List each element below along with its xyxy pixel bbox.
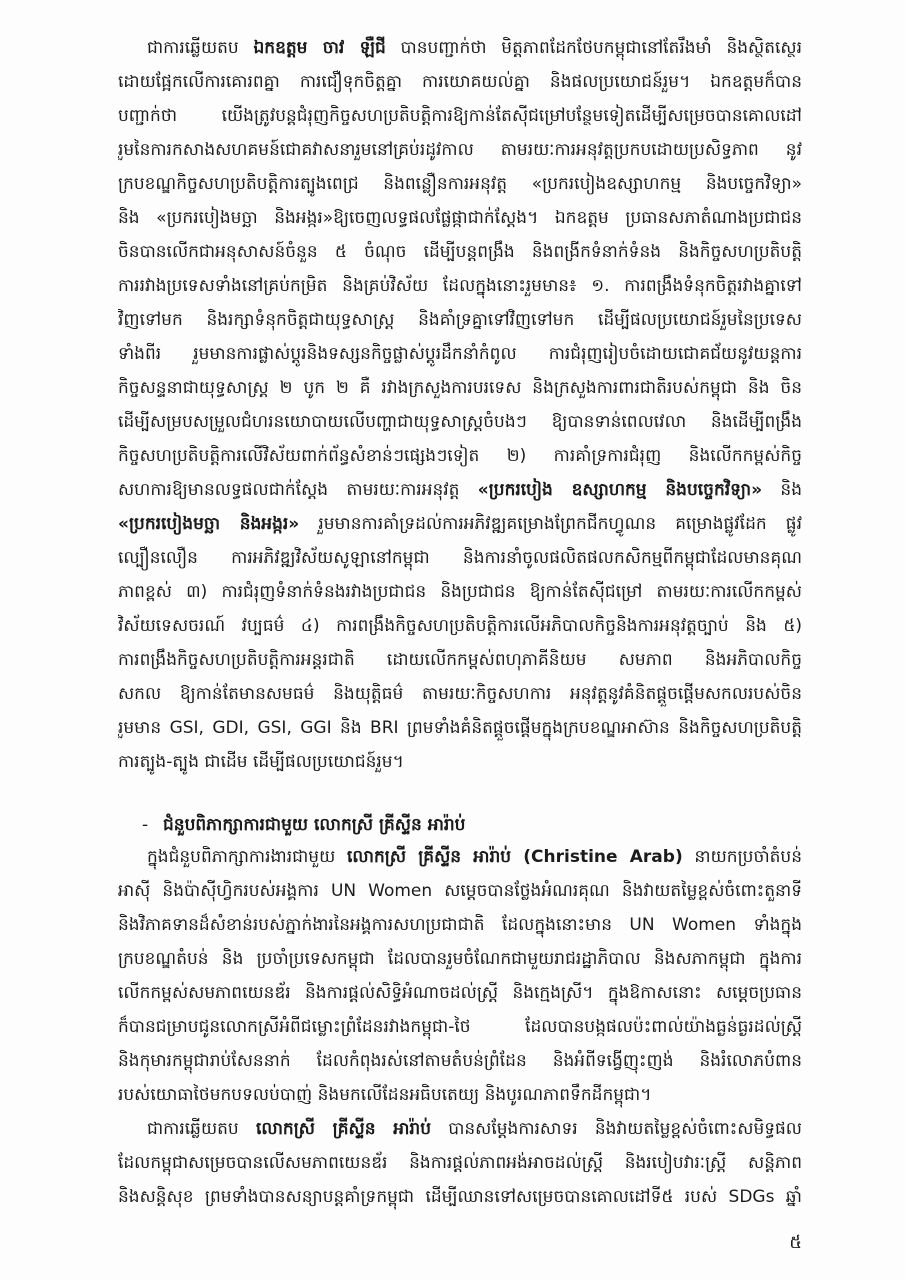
text-segment: កិច្ចសហប្រតិបត្តិការលើវិស័យពាក់ព័ន្ធសំខាន់ៗផ្សេងៗទៀត ២) ការគាំទ្រការជំរុញ និងលើកកម្ពស់កិច្ច [118, 446, 802, 466]
text-line [118, 133, 802, 167]
text-segment: ការពង្រឹងកិច្ចសហប្រតិបត្តិការអន្តរជាតិ ដោយលើកកម្ពស់ពហុភាគីនិយម សមភាព និងអភិបាលកិច្ច [118, 650, 802, 670]
text-segment: រួមមានការគាំទ្រដល់ការអភិវឌ្ឍគម្រោងព្រែកជីកហ្វូណន គម្រោងផ្លូវដែក ផ្លូវ [299, 514, 802, 534]
text-line [118, 1078, 802, 1112]
text-segment: ក៏បានជម្រាបជូនលោកស្រីអំពីជម្លោះព្រំដែនរវាងកម្ពុជា-ថៃ ដែលបានបង្កផលប៉ះពាល់យ៉ាងធ្ងន់ធ្ងរដល់ស្ត្រី [118, 1017, 802, 1037]
text-line [118, 473, 802, 507]
page-number: ៥ [789, 1232, 802, 1253]
text-line [118, 1010, 802, 1044]
bullet-dash: - [142, 815, 149, 835]
text-line [118, 711, 802, 745]
text-line [118, 609, 802, 643]
text-segment: បញ្ជាក់ថា យើងត្រូវបន្តជំរុញកិច្ចសហប្រតិបត្តិការឱ្យកាន់តែស៊ីជម្រៅបន្ថែមទៀតដើម្បីសម្រេចបានគោលដៅ [118, 106, 802, 126]
text-line [118, 840, 802, 874]
text-segment: វិញទៅមក និងរក្សាទំនុកចិត្តជាយុទ្ធសាស្ត្រ និងគាំទ្រគ្នាទៅវិញទៅមក ដើម្បីផលប្រយោជន៍រួមនៃប្រទេស [118, 310, 802, 330]
text-segment: និងសន្តិសុខ ព្រមទាំងបានសន្យាបន្តគាំទ្រកម្ពុជា ដើម្បីឈានទៅសម្រេចបានគោលដៅទី៥ របស់ SDGs ឆ្នាំ [118, 1187, 802, 1207]
text-segment: ជាការឆ្លើយតប [147, 38, 254, 58]
paragraph-arab-response [118, 1112, 802, 1214]
speaker-name: លោកស្រី គ្រីស្ទីន អារ៉ាប់ (Christine Arab) [346, 847, 683, 867]
text-line [118, 575, 802, 609]
text-line [118, 677, 802, 711]
paragraph-zhao-leji-response [118, 31, 802, 779]
text-line [118, 874, 802, 908]
speaker-name: ឯកឧត្តម ចាវ ឡឺជី [253, 38, 386, 58]
text-segment: លើកកម្ពស់សមភាពយេនឌ័រ និងការផ្ដល់សិទ្ធិអំណាចដល់ស្ត្រី និងក្មេងស្រី។ ក្នុងឱកាសនោះ សម្ដេចប្រធាន [118, 983, 802, 1003]
text-segment: ចិនបានលើកជាអនុសាសន៍ចំនួន ៥ ចំណុច ដើម្បីបន្តពង្រឹង និងពង្រីកទំនាក់ទំនង និងកិច្ចសហប្រតិបត្តិ [118, 242, 802, 262]
text-line [118, 405, 802, 439]
text-segment: ល្បឿនលឿន ការអភិវឌ្ឍវិស័យសូឡានៅកម្ពុជា និងការនាំចូលផលិតផលកសិកម្មពីកម្ពុជាដែលមានគុណ [118, 548, 802, 568]
text-segment: ការរវាងប្រទេសទាំងនៅគ្រប់កម្រិត និងគ្រប់វិស័យ ដែលក្នុងនោះរួមមាន៖ ១. ការពង្រឹងទំនុកចិត្តរវាងគ្នាទៅ [118, 276, 802, 296]
text-segment: ភាពខ្ពស់ ៣) ការជំរុញទំនាក់ទំនងរវាងប្រជាជន និងប្រជាជន ឱ្យកាន់តែស៊ីជម្រៅ តាមរយៈការលើកកម្ពស់ [118, 582, 802, 602]
text-segment: នាយកប្រចាំតំបន់ [682, 847, 802, 867]
speaker-name: លោកស្រី គ្រីស្ទីន អារ៉ាប់ [255, 1119, 431, 1139]
text-segment: ការត្បូង-ត្បូង ជាដើម ដើម្បីផលប្រយោជន៍រួម។ [118, 752, 404, 772]
text-line [118, 167, 802, 201]
text-line [118, 976, 802, 1010]
text-segment: ក្របខណ្ឌតំបន់ និង ប្រចាំប្រទេសកម្ពុជា ដែលបានរួមចំណែកជាមួយរាជរដ្ឋាភិបាល និងសភាកម្ពុជា ក្នុងការ [118, 949, 802, 969]
text-line [118, 541, 802, 575]
text-line [118, 303, 802, 337]
section-heading [142, 808, 802, 842]
text-segment: របស់យោធាថៃមកបទលប់បាញ់ និងមកលើដែនអធិបតេយ្យ និងបូរណភាពទឹកដីកម្ពុជា។ [118, 1085, 652, 1105]
text-segment: និង «ប្រករបៀងមច្ឆា និងអង្ករ»ឱ្យចេញលទ្ធផលផ្លែផ្កាជាក់ស្តែង។ ឯកឧត្តម ប្រធានសភាតំណាងប្រជាជន [118, 208, 802, 228]
text-line [118, 1044, 802, 1078]
text-segment: បានសម្ដែងការសាទរ និងវាយតម្លៃខ្ពស់ចំពោះសមិទ្ធផល [431, 1119, 802, 1139]
text-segment: បានបញ្ជាក់ថា មិត្តភាពដែកថែបកម្ពុជានៅតែរឹងមាំ និងស្ថិតស្ថេរ [385, 38, 802, 58]
text-line [118, 643, 802, 677]
corridor-name: «ប្រករបៀង ឧស្សាហកម្ម និងបច្ចេកវិទ្យា» [477, 480, 763, 500]
text-segment: និងវិភាគទានដ៏សំខាន់របស់ភ្នាក់ងារនៃអង្គការសហប្រជាជាតិ ដែលក្នុងនោះមាន UN Women ទាំងក្នុង [118, 915, 802, 935]
corridor-name: «ប្រករបៀងមច្ឆា និងអង្ករ» [118, 514, 300, 534]
text-segment: ជាការឆ្លើយតប [147, 1119, 256, 1139]
text-line [118, 201, 802, 235]
text-line [118, 1112, 802, 1146]
text-segment: រួមមាន GSI, GDI, GSI, GGI និង BRI ព្រមទាំងគំនិតផ្តួចផ្តើមក្នុងក្របខណ្ឌអាស៊ាន និងកិច្ចសហប្រតិបត្តិ [118, 718, 802, 738]
text-segment: សកល ឱ្យកាន់តែមានសមធម៌ និងយុត្តិធម៌ តាមរយៈកិច្ចសហការ អនុវត្តនូវគំនិតផ្តួចផ្តើមសកលរបស់ចិន [118, 684, 802, 704]
text-line [118, 439, 802, 473]
text-line [118, 745, 802, 779]
paragraph-un-women-meeting [118, 840, 802, 1112]
text-segment: និងកុមារកម្ពុជារាប់សែននាក់ ដែលកំពុងរស់នៅតាមតំបន់ព្រំដែន និងអំពីទង្វើញុះញង់ និងរំលោភបំពាន [118, 1051, 802, 1071]
text-segment: ដោយផ្អែកលើការគោរពគ្នា ការជឿទុកចិត្តគ្នា ការយោគយល់គ្នា និងផលប្រយោជន៍រួម។ ឯកឧត្តមក៏បាន [118, 72, 802, 92]
text-segment: ក្របខណ្ឌកិច្ចសហប្រតិបត្តិការត្បូងពេជ្រ និងពន្លឿនការអនុវត្ត «ប្រករបៀងឧស្សាហកម្ម និងបច្ចេកវិទ្យា» [118, 174, 802, 194]
text-segment: និង [762, 480, 802, 500]
text-line [118, 371, 802, 405]
text-segment: ទាំងពីរ រួមមានការផ្លាស់ប្ដូរនិងទស្សនកិច្ចផ្លាស់ប្ដូរដឹកនាំកំពូល ការជំរុញរៀបចំដោយជោគជ័យនូវយន្តការ [118, 344, 802, 364]
text-line [118, 337, 802, 371]
text-line [118, 235, 802, 269]
text-segment: ដែលកម្ពុជាសម្រេចបានលើសមភាពយេនឌ័រ និងការផ្ដល់ភាពអង់អាចដល់ស្ត្រី និងរបៀបវារៈស្ត្រី សន្តិភាព [118, 1153, 802, 1173]
text-line [118, 99, 802, 133]
text-line [118, 269, 802, 303]
text-segment: កិច្ចសន្ទនាជាយុទ្ធសាស្ត្រ ២ បូក ២ គឺ រវាងក្រសួងការបរទេស និងក្រសួងការពារជាតិរបស់កម្ពុជា និង ចិន [118, 378, 802, 398]
text-line [118, 65, 802, 99]
section-heading-text: ជំនួបពិភាក្សាការជាមួយ លោកស្រី គ្រីស្ទីន អារ៉ាប់ [163, 815, 466, 835]
text-segment: វិស័យទេសចរណ៍ វប្បធម៌ ៤) ការពង្រឹងកិច្ចសហប្រតិបត្តិការលើអភិបាលកិច្ចនិងការអនុវត្តច្បាប់ និង ៥) [118, 616, 802, 636]
text-line [118, 507, 802, 541]
text-line [118, 1146, 802, 1180]
text-segment: សហការឱ្យមានលទ្ធផលជាក់ស្តែង តាមរយៈការអនុវត្ត [118, 480, 478, 500]
text-segment: អាស៊ី និងប៉ាស៊ីហ្វិករបស់អង្គការ UN Women សម្ដេចបានថ្លែងអំណរគុណ និងវាយតម្លៃខ្ពស់ចំពោះតួនាទី [118, 881, 802, 901]
text-segment: ក្នុងជំនួបពិភាក្សាការងារជាមួយ [147, 847, 347, 867]
text-line [118, 942, 802, 976]
text-line [118, 908, 802, 942]
text-line [118, 31, 802, 65]
text-segment: រួមនៃការកសាងសហគមន៍ជោគវាសនារួមនៅគ្រប់រដូវកាល តាមរយៈការអនុវត្តប្រកបដោយប្រសិទ្ធភាព នូវ [118, 140, 802, 160]
text-segment: ដើម្បីសម្របសម្រួលជំហរនយោបាយលើបញ្ហាជាយុទ្ធសាស្ត្រចំបងៗ ឱ្យបានទាន់ពេលវេលា និងដើម្បីពង្រឹង [118, 412, 802, 432]
text-line [118, 1180, 802, 1214]
